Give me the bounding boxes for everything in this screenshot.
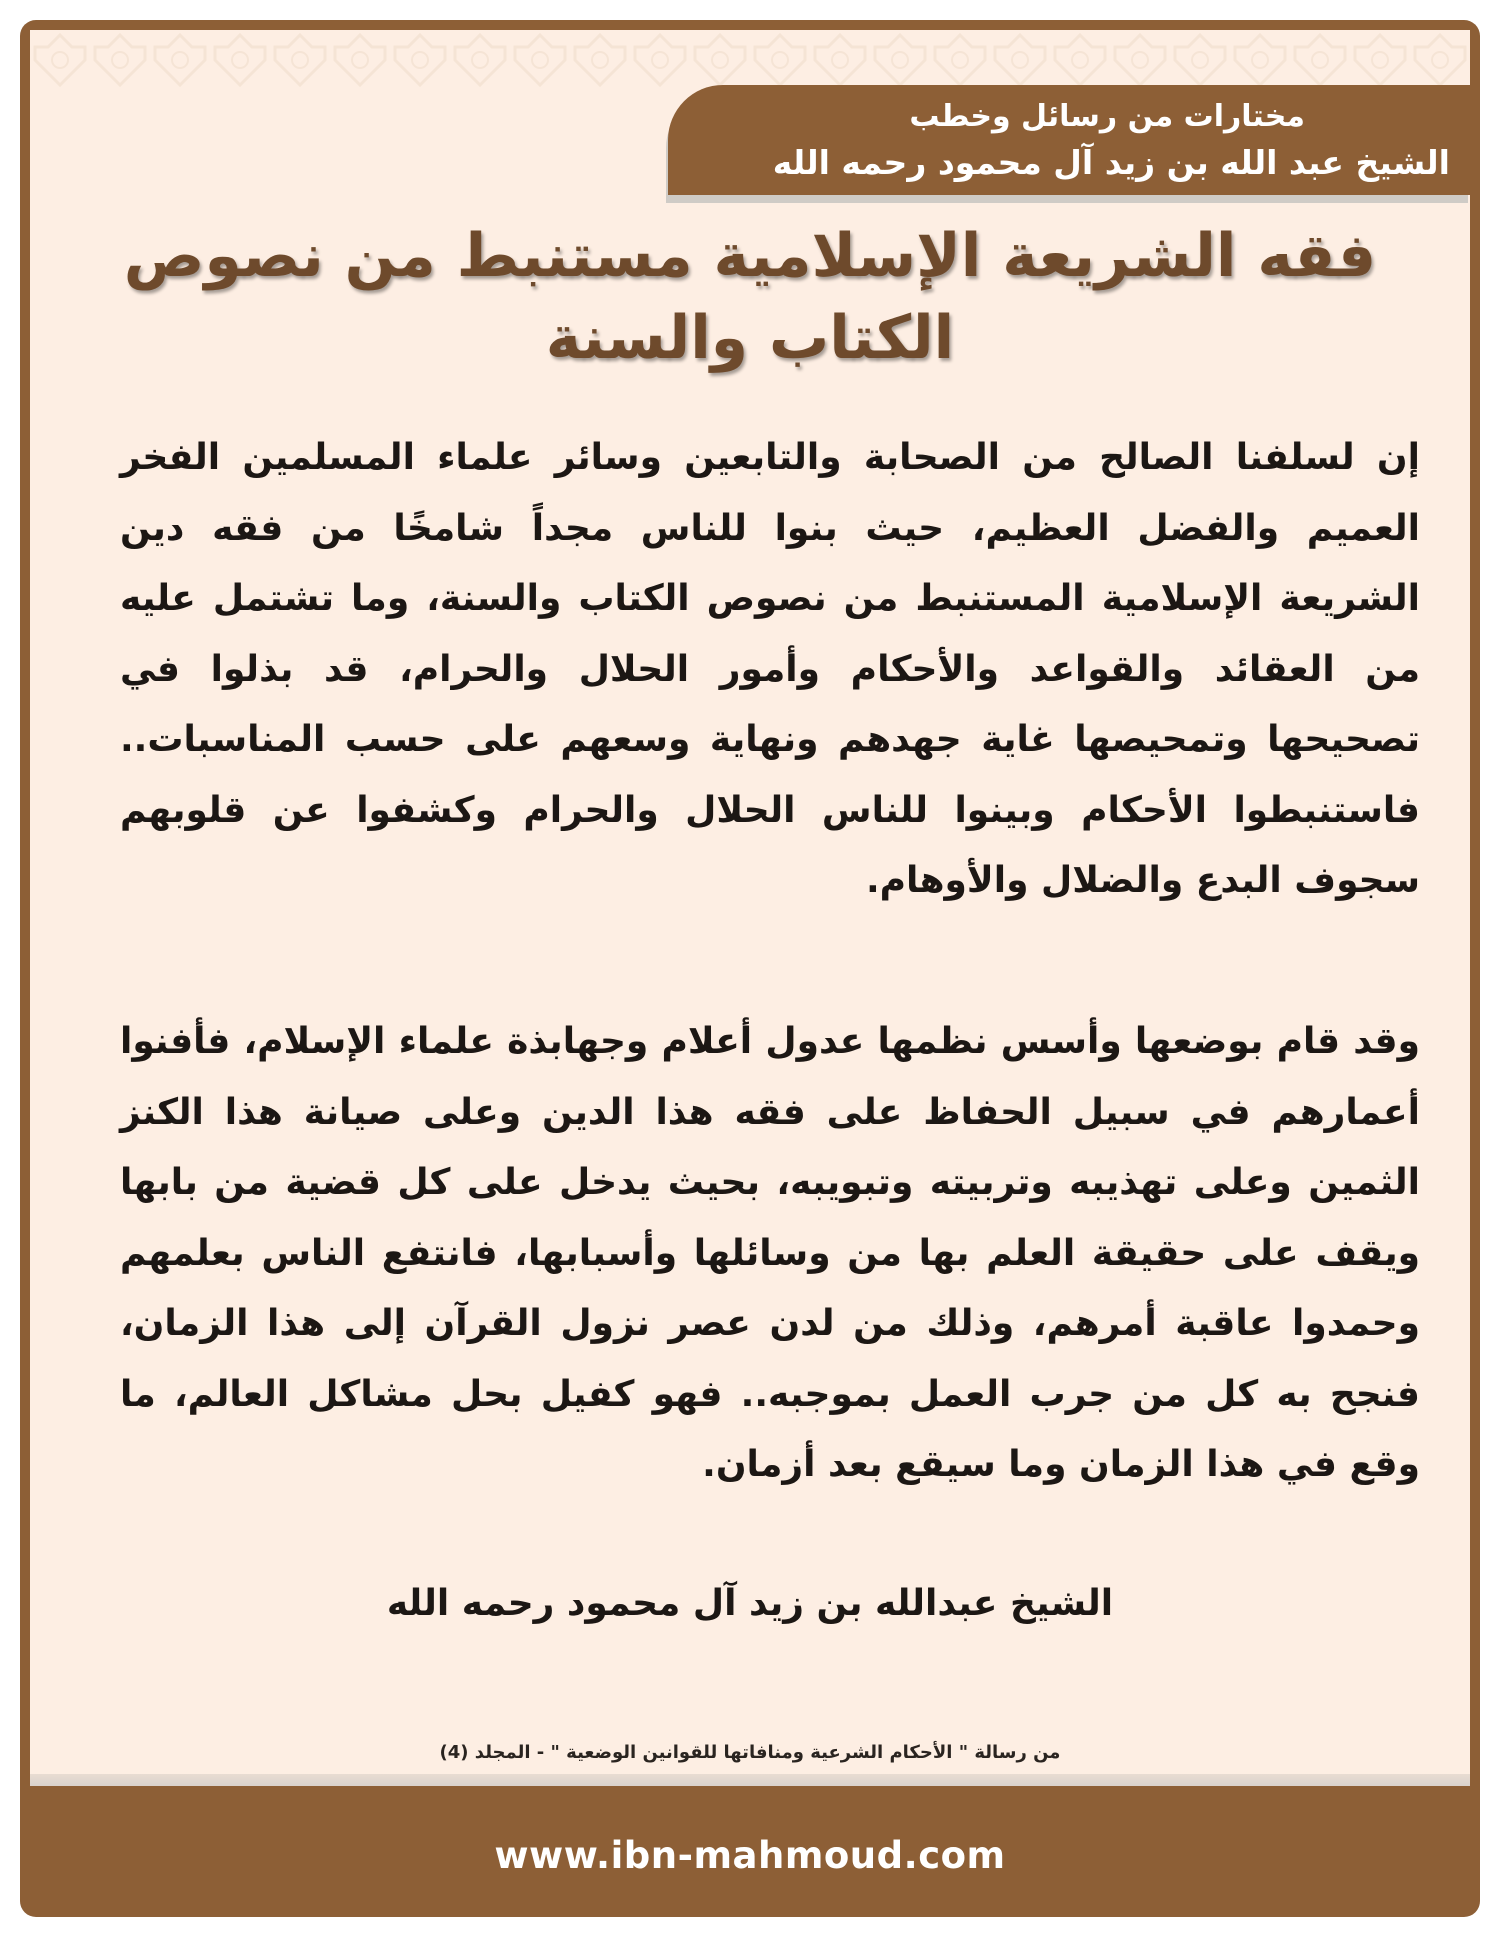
- panel-bottom-edge: [30, 1774, 1470, 1786]
- page-title: فقه الشريعة الإسلامية مستنبط من نصوص الكتاب والسنة: [123, 221, 1377, 373]
- body-paragraph-1: إن لسلفنا الصالح من الصحابة والتابعين وسائر علماء المسلمين الفخر العميم والفضل العظيم، حيث بنوا للناس مجداً شامخًا من فقه دين الشريعة الإسلامية المستنبط من نصوص الكتاب والسنة، وما تشتمل عليه من العقائد والقواعد والأحكام وأمور الحلال والحرام، قد بذلوا في تصحيحها وتمحيصها غاية جهدهم ونهاية وسعهم على حسب المناسبات.. فاستنبطوا الأحكام وبينوا للناس الحلال والحرام وكشفوا عن قلوبهم سجوف البدع والضلال والأوهام.: [120, 437, 1420, 901]
- content-panel: [30, 30, 1470, 1786]
- header-series-title: مختارات من رسائل وخطب: [909, 99, 1305, 134]
- header-band: [668, 85, 1470, 195]
- header-author-name: الشيخ عبد الله بن زيد آل محمود رحمه الله: [772, 143, 1450, 182]
- signature: الشيخ عبدالله بن زيد آل محمود رحمه الله: [386, 1583, 1114, 1624]
- decorative-pattern: [30, 30, 1470, 90]
- body-paragraph-2: وقد قام بوضعها وأسس نظمها عدول أعلام وجهابذة علماء الإسلام، فأفنوا أعمارهم في سبيل الحفاظ على فقه هذا الدين وعلى صيانة هذا الكنز الثمين وعلى تهذيبه وتربيته وتبويبه، بحيث يدخل على كل قضية من بابها ويقف على حقيقة العلم بها من وسائلها وأسبابها، فانتفع الناس بعلمهم وحمدوا عاقبة أمرهم، وذلك من لدن عصر نزول القرآن إلى هذا الزمان، فنجح به كل من جرب العمل بموجبه.. فهو كفيل بحل مشاكل العالم، ما وقع في هذا الزمان وما سيقع بعد أزمان.: [120, 1021, 1420, 1485]
- website-link[interactable]: www.ibn-mahmoud.com: [494, 1834, 1006, 1877]
- source-citation: من رسالة " الأحكام الشرعية ومنافاتها للقوانين الوضعية " - المجلد (4): [439, 1742, 1061, 1763]
